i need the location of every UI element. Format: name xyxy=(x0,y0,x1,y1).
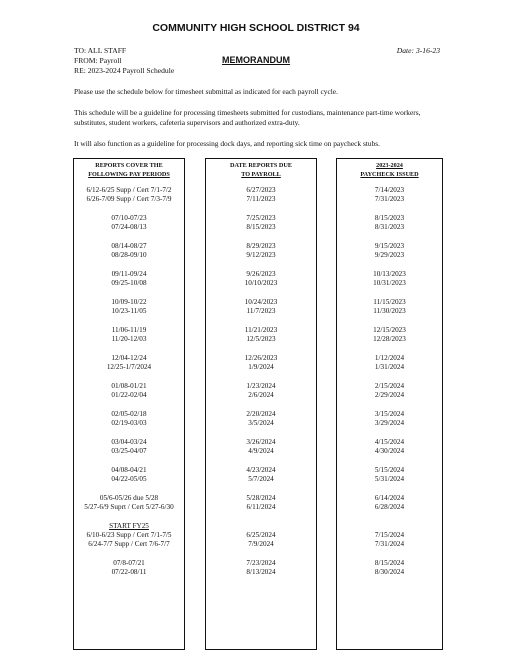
schedule-cell: 10/10/2023 xyxy=(244,279,278,287)
schedule-row-group xyxy=(337,438,442,456)
schedule-cell: 9/26/2023 xyxy=(246,270,276,278)
fy25-label-row xyxy=(337,522,442,531)
schedule-cell: 11/15/2023 xyxy=(373,298,406,306)
memo-date: Date: 3-16-23 xyxy=(396,46,440,55)
schedule-cell: 7/15/2024 xyxy=(374,531,405,539)
schedule-cell: 07/24-08/13 xyxy=(111,223,147,231)
fy25-row-group xyxy=(337,559,442,577)
schedule-row-group xyxy=(74,466,184,484)
schedule-cell: 09/25-10/08 xyxy=(111,279,147,287)
schedule-row-group xyxy=(337,410,442,428)
schedule-cell: 10/23-11/05 xyxy=(111,307,147,315)
schedule-cell: 4/23/2024 xyxy=(246,466,276,474)
schedule-cell: 6/14/2024 xyxy=(374,494,405,502)
schedule-row-group xyxy=(74,270,184,288)
due-dates-column xyxy=(205,158,317,650)
schedule-row-group xyxy=(337,214,442,232)
fy25-start-label: START FY25 xyxy=(109,522,149,530)
schedule-row-group xyxy=(74,438,184,456)
due-dates-list xyxy=(206,186,316,577)
schedule-cell: 6/28/2024 xyxy=(374,503,405,511)
schedule-row-group xyxy=(337,354,442,372)
schedule-cell: 7/11/2023 xyxy=(246,195,276,203)
schedule-row-group xyxy=(206,494,316,512)
schedule-cell: 4/9/2024 xyxy=(248,447,274,455)
schedule-cell: 4/30/2024 xyxy=(374,447,405,455)
schedule-cell: 8/30/2024 xyxy=(374,568,405,576)
guideline-paragraph xyxy=(74,108,420,128)
schedule-cell: 4/15/2024 xyxy=(374,438,405,446)
schedule-cell: 03/04-03/24 xyxy=(111,438,147,446)
schedule-cell: 04/22-05/05 xyxy=(111,475,147,483)
intro-paragraph: Please use the schedule below for timesheet submittal as indicated for each payroll cycle. xyxy=(74,87,338,96)
schedule-cell: 12/04-12/24 xyxy=(111,354,147,362)
schedule-cell: 10/13/2023 xyxy=(373,270,406,278)
to-line: TO: ALL STAFF xyxy=(74,46,127,55)
schedule-cell: 8/31/2023 xyxy=(374,223,405,231)
schedule-cell: 11/30/2023 xyxy=(373,307,406,315)
schedule-cell: 9/15/2023 xyxy=(374,242,405,250)
schedule-cell: 09/11-09/24 xyxy=(111,270,147,278)
schedule-cell: 9/12/2023 xyxy=(246,251,276,259)
fy25-spacer xyxy=(337,522,442,531)
schedule-cell: 2/6/2024 xyxy=(248,391,274,399)
schedule-cell: 10/31/2023 xyxy=(373,279,406,287)
guideline-line-2: substitutes, student workers, cafeteria supervisors and authorized extra-duty. xyxy=(74,118,300,127)
schedule-cell: 3/26/2024 xyxy=(246,438,276,446)
schedule-cell: 11/06-11/19 xyxy=(111,326,147,334)
schedule-cell: 10/09-10/22 xyxy=(111,298,147,306)
schedule-cell: 3/15/2024 xyxy=(374,410,405,418)
schedule-cell: 6/11/2024 xyxy=(246,503,276,511)
district-title: COMMUNITY HIGH SCHOOL DISTRICT 94 xyxy=(152,22,360,34)
pay-periods-column xyxy=(73,158,185,650)
schedule-cell: 2/15/2024 xyxy=(374,382,405,390)
schedule-row-group xyxy=(74,354,184,372)
schedule-cell: 7/31/2024 xyxy=(374,540,405,548)
schedule-cell: 12/15/2023 xyxy=(373,326,406,334)
schedule-cell: 2/20/2024 xyxy=(246,410,276,418)
schedule-cell: 8/13/2024 xyxy=(246,568,276,576)
schedule-cell: 12/26/2023 xyxy=(244,354,278,362)
schedule-row-group xyxy=(206,326,316,344)
due-dates-header-line-2: TO PAYROLL xyxy=(241,170,281,178)
schedule-cell: 6/27/2023 xyxy=(246,186,276,194)
fy25-row-group xyxy=(74,531,184,549)
fy25-row-group xyxy=(206,559,316,577)
schedule-row-group xyxy=(337,186,442,204)
schedule-cell: 5/28/2024 xyxy=(246,494,276,502)
schedule-cell: 08/28-09/10 xyxy=(111,251,147,259)
schedule-cell: 8/15/2023 xyxy=(246,223,276,231)
schedule-cell: 5/27-6/9 Suprt / Cert 5/27-6/30 xyxy=(84,503,174,511)
schedule-row-group xyxy=(74,382,184,400)
schedule-cell: 3/29/2024 xyxy=(374,419,405,427)
paycheck-header-line-2: PAYCHECK ISSUED xyxy=(360,170,419,178)
paycheck-header xyxy=(337,162,442,179)
schedule-cell: 03/25-04/07 xyxy=(111,447,147,455)
paycheck-header-line-1: 2023-2024 xyxy=(376,162,403,169)
schedule-row-group xyxy=(206,270,316,288)
paycheck-column xyxy=(336,158,443,650)
due-dates-header-line-1: DATE REPORTS DUE xyxy=(230,162,292,169)
schedule-cell: 1/23/2024 xyxy=(246,382,276,390)
schedule-row-group xyxy=(74,410,184,428)
pay-periods-header-line-1: REPORTS COVER THE xyxy=(95,162,163,169)
schedule-cell: 08/14-08/27 xyxy=(111,242,147,250)
schedule-row-group xyxy=(206,214,316,232)
schedule-cell: 9/29/2023 xyxy=(374,251,405,259)
schedule-cell: 11/7/2023 xyxy=(246,307,276,315)
schedule-cell: 04/08-04/21 xyxy=(111,466,147,474)
schedule-cell: 7/23/2024 xyxy=(246,559,276,567)
schedule-cell: 5/7/2024 xyxy=(248,475,274,483)
schedule-cell: 01/08-01/21 xyxy=(111,382,147,390)
schedule-cell: 1/9/2024 xyxy=(248,363,274,371)
schedule-row-group xyxy=(337,242,442,260)
schedule-cell: 7/14/2023 xyxy=(374,186,405,194)
schedule-cell: 07/22-08/11 xyxy=(111,568,147,576)
schedule-cell: 6/26-7/09 Supp / Cert 7/3-7/9 xyxy=(86,195,172,203)
schedule-row-group xyxy=(337,326,442,344)
fy25-row-group xyxy=(74,559,184,577)
schedule-row-group xyxy=(206,186,316,204)
schedule-cell: 05/6-05/26 due 5/28 xyxy=(99,494,159,502)
schedule-row-group xyxy=(337,466,442,484)
schedule-row-group xyxy=(74,494,184,512)
from-line: FROM: Payroll xyxy=(74,56,122,65)
schedule-row-group xyxy=(206,410,316,428)
schedule-cell: 8/15/2024 xyxy=(374,559,405,567)
schedule-row-group xyxy=(206,298,316,316)
due-dates-header xyxy=(206,162,316,179)
schedule-row-group xyxy=(206,354,316,372)
schedule-cell: 1/12/2024 xyxy=(374,354,405,362)
fy25-label-row xyxy=(74,522,184,531)
fy25-row-group xyxy=(337,531,442,549)
schedule-row-group xyxy=(74,242,184,260)
schedule-row-group xyxy=(74,214,184,232)
schedule-cell: 11/20-12/03 xyxy=(111,335,147,343)
schedule-row-group xyxy=(206,466,316,484)
schedule-cell: 07/10-07/23 xyxy=(111,214,147,222)
schedule-cell: 8/15/2023 xyxy=(374,214,405,222)
schedule-cell: 5/15/2024 xyxy=(374,466,405,474)
schedule-row-group xyxy=(337,298,442,316)
schedule-row-group xyxy=(337,382,442,400)
schedule-cell: 5/31/2024 xyxy=(374,475,405,483)
schedule-row-group xyxy=(337,270,442,288)
guideline-line-1: This schedule will be a guideline for processing timesheets submitted for custodians, maintenance part-time workers, xyxy=(74,108,421,117)
fy25-label-row xyxy=(206,522,316,531)
schedule-cell: 10/24/2023 xyxy=(244,298,278,306)
schedule-cell: 12/5/2023 xyxy=(246,335,276,343)
schedule-cell: 02/05-02/18 xyxy=(111,410,147,418)
paycheck-list xyxy=(337,186,442,577)
schedule-cell: 02/19-03/03 xyxy=(111,419,147,427)
schedule-row-group xyxy=(337,494,442,512)
fy25-spacer xyxy=(206,522,316,531)
schedule-cell: 6/10-6/23 Supp / Cert 7/1-7/5 xyxy=(86,531,172,539)
pay-periods-header xyxy=(74,162,184,179)
pay-periods-header-line-2: FOLLOWING PAY PERIODS xyxy=(88,170,170,178)
schedule-cell: 6/25/2024 xyxy=(246,531,276,539)
fy25-row-group xyxy=(206,531,316,549)
schedule-row-group xyxy=(206,438,316,456)
schedule-cell: 7/25/2023 xyxy=(246,214,276,222)
schedule-cell: 1/31/2024 xyxy=(374,363,405,371)
schedule-row-group xyxy=(206,382,316,400)
schedule-cell: 2/29/2024 xyxy=(374,391,405,399)
schedule-cell: 6/12-6/25 Supp / Cert 7/1-7/2 xyxy=(86,186,172,194)
memorandum-heading: MEMORANDUM xyxy=(222,55,290,65)
re-line: RE: 2023-2024 Payroll Schedule xyxy=(74,66,175,75)
dock-days-paragraph: It will also function as a guideline for processing dock days, and reporting sick time on paycheck stubs. xyxy=(74,139,381,148)
schedule-row-group xyxy=(206,242,316,260)
schedule-row-group xyxy=(74,326,184,344)
schedule-cell: 6/24-7/7 Supp / Cert 7/6-7/7 xyxy=(88,540,170,548)
schedule-cell: 3/5/2024 xyxy=(248,419,274,427)
schedule-cell: 12/25-1/7/2024 xyxy=(106,363,152,371)
schedule-cell: 12/28/2023 xyxy=(373,335,406,343)
schedule-cell: 01/22-02/04 xyxy=(111,391,147,399)
schedule-cell: 8/29/2023 xyxy=(246,242,276,250)
schedule-cell: 07/8-07/21 xyxy=(113,559,145,567)
schedule-cell: 7/9/2024 xyxy=(248,540,274,548)
pay-periods-list xyxy=(74,186,184,577)
schedule-cell: 7/31/2023 xyxy=(374,195,405,203)
schedule-row-group xyxy=(74,298,184,316)
schedule-row-group xyxy=(74,186,184,204)
schedule-cell: 11/21/2023 xyxy=(244,326,278,334)
